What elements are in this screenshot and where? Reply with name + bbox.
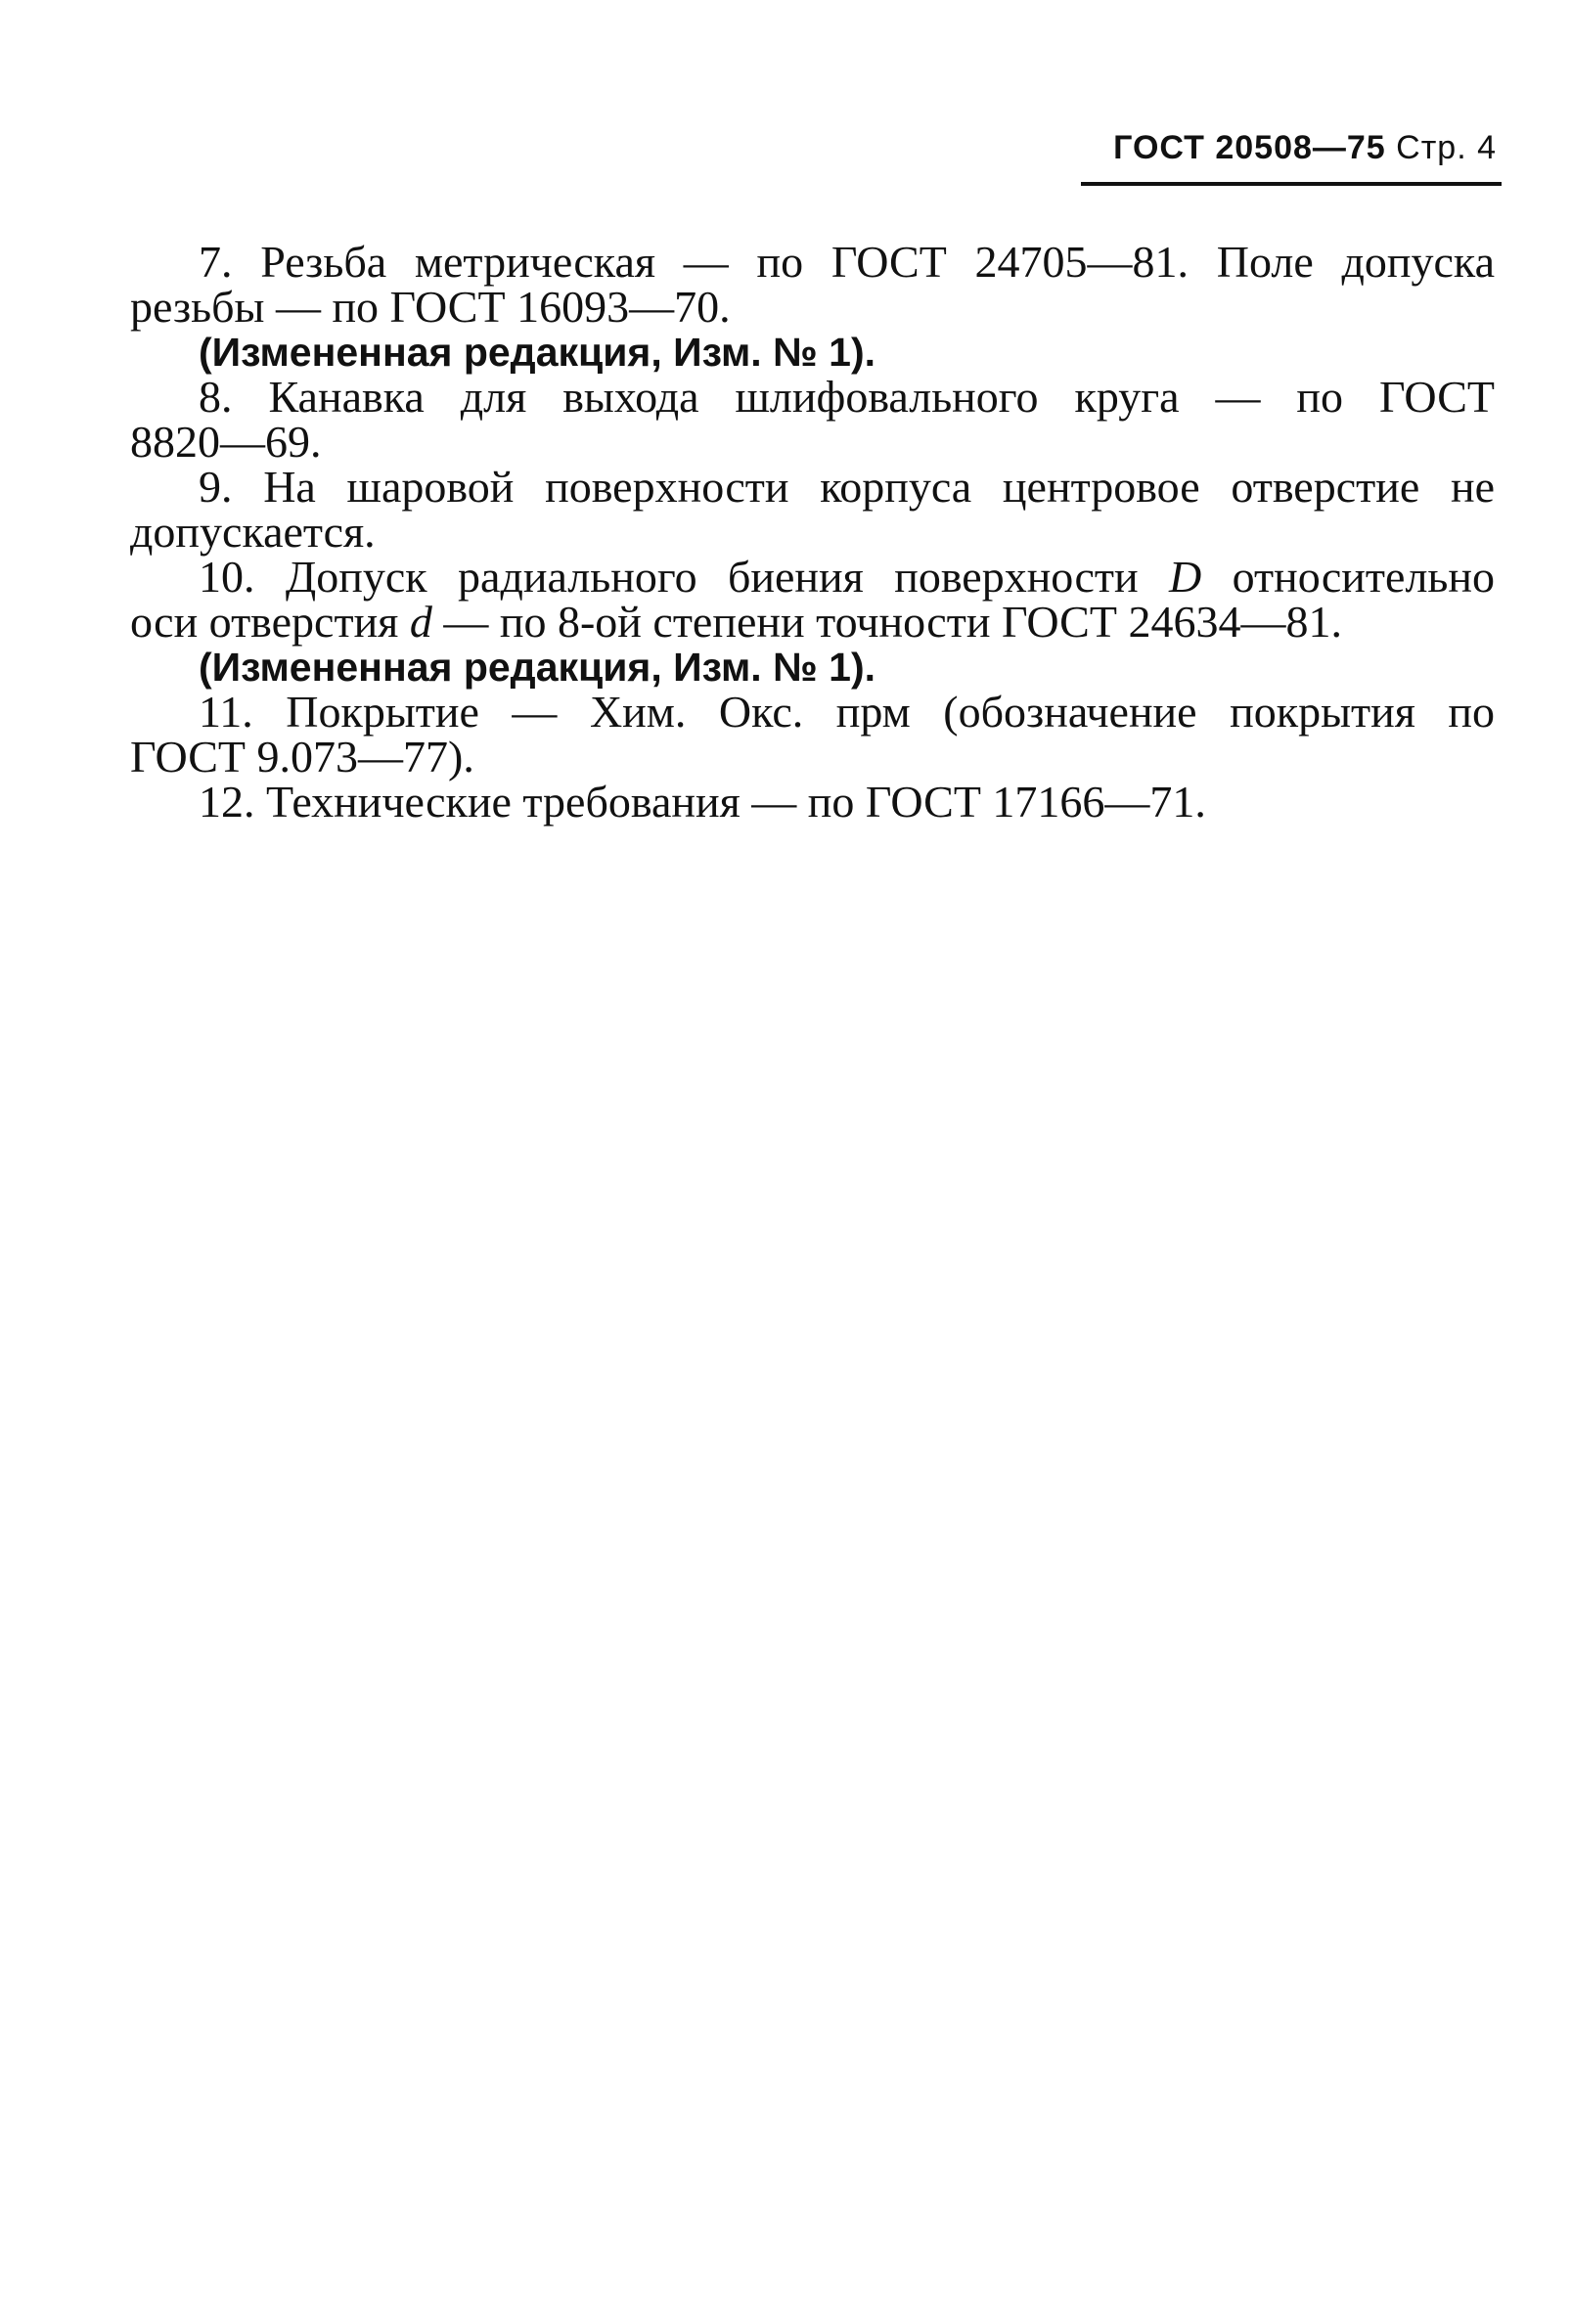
item-11: 11. Покрытие — Хим. Окс. прм (обозначение покрытия по ГОСТ 9.073—77). [130, 687, 1495, 782]
item-7: 7. Резьба метрическая — по ГОСТ 24705—81. Поле допуска резьбы — по ГОСТ 16093—70. [130, 237, 1495, 332]
item-10: 10. Допуск радиального биения поверхности D относительно оси отверстия d — по 8-ой степени точности ГОСТ 24634—81. [130, 552, 1495, 647]
amendment-note: (Измененная редакция, Изм. № 1). [199, 330, 876, 375]
header-rule [1081, 182, 1502, 186]
document-body [130, 237, 1495, 827]
item-12: 12. Технические требования — по ГОСТ 17166—71. [199, 777, 1206, 827]
item-9: 9. На шаровой поверхности корпуса центровое отверстие не допускается. [130, 462, 1495, 557]
amendment-note: (Измененная редакция, Изм. № 1). [199, 645, 876, 690]
page-number: Стр. 4 [1396, 129, 1497, 166]
item-8: 8. Канавка для выхода шлифовального круга — по ГОСТ 8820—69. [130, 372, 1495, 467]
page-header [1113, 129, 1497, 167]
doc-number: ГОСТ 20508—75 [1113, 129, 1386, 166]
